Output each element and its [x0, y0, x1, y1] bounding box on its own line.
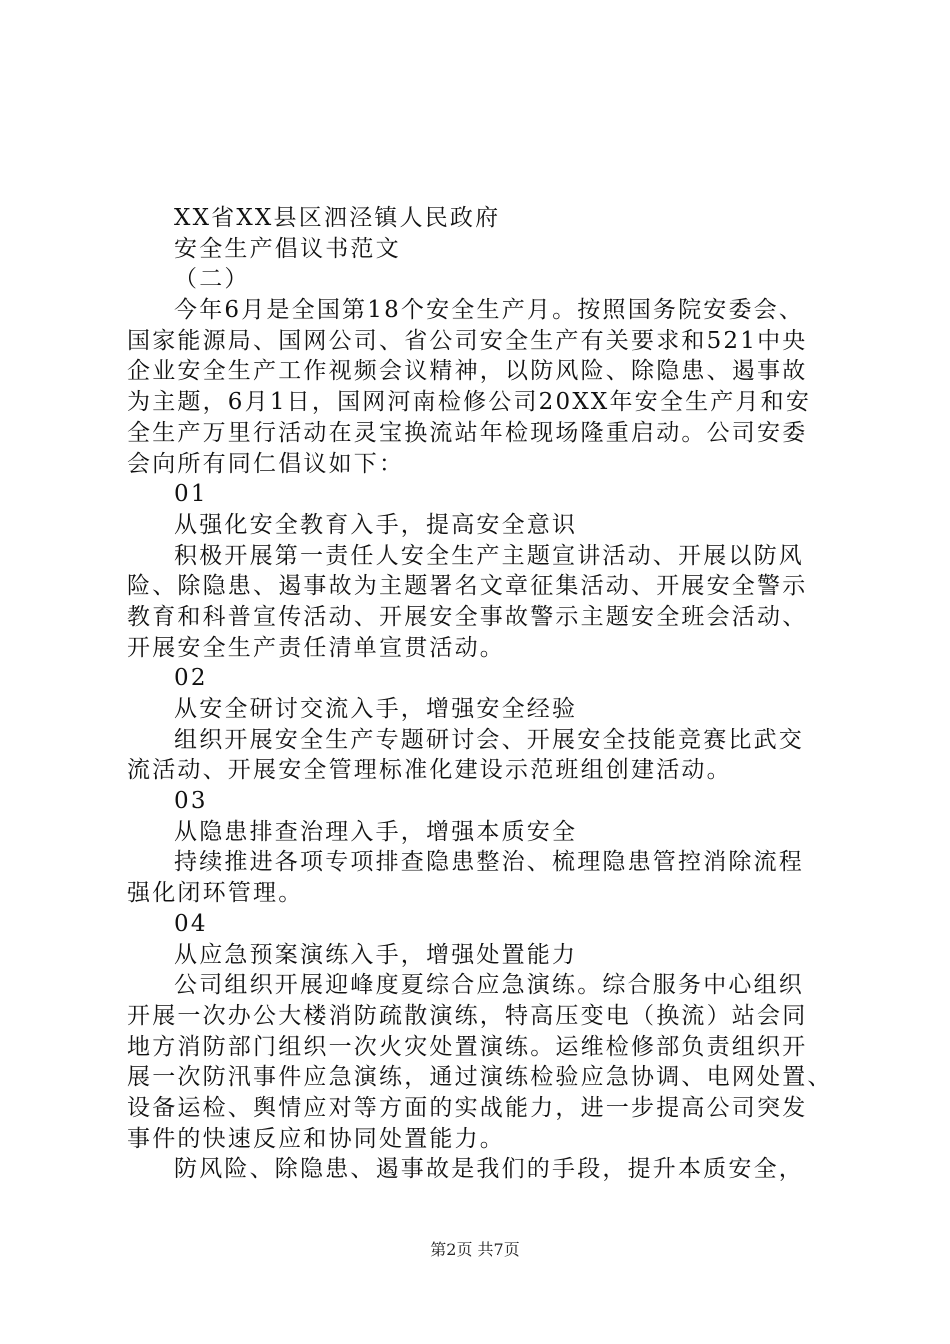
paragraph-line: 企业安全生产工作视频会议精神，以防风险、除隐患、遏事故 [127, 358, 808, 385]
paragraph-line: 地方消防部门组织一次火灾处置演练。运维检修部负责组织开 [127, 1033, 808, 1060]
document-title: 安全生产倡议书范文 [174, 235, 401, 262]
paragraph-line: 强化闭环管理。 [127, 880, 304, 907]
item-number: 01 [174, 481, 208, 508]
paragraph-line: 开展安全生产责任清单宣贯活动。 [127, 634, 505, 661]
paragraph-line: 设备运检、舆情应对等方面的实战能力，进一步提高公司突发 [127, 1094, 808, 1121]
section-marker: （二） [174, 266, 250, 293]
paragraph-line: 积极开展第一责任人安全生产主题宣讲活动、开展以防风 [174, 542, 804, 569]
paragraph-line: 组织开展安全生产专题研讨会、开展安全技能竞赛比武交 [174, 726, 804, 753]
org-name-line: XX省XX县区泗泾镇人民政府 [174, 205, 501, 231]
item-heading: 从应急预案演练入手，增强处置能力 [174, 941, 578, 968]
paragraph-line: 教育和科普宣传活动、开展安全事故警示主题安全班会活动、 [127, 603, 808, 630]
item-number: 03 [174, 788, 208, 815]
paragraph-line: 流活动、开展安全管理标准化建设示范班组创建活动。 [127, 757, 732, 784]
paragraph-line: 全生产万里行活动在灵宝换流站年检现场隆重启动。公司安委 [127, 419, 808, 446]
paragraph-line: 会向所有同仁倡议如下： [127, 450, 405, 477]
paragraph-line: 展一次防汛事件应急演练，通过演练检验应急协调、电网处置、 [127, 1064, 833, 1091]
item-heading: 从强化安全教育入手，提高安全意识 [174, 511, 578, 538]
item-number: 04 [174, 910, 208, 937]
item-number: 02 [174, 665, 208, 692]
paragraph-line: 防风险、除隐患、遏事故是我们的手段，提升本质安全， [174, 1156, 804, 1183]
paragraph-line: 持续推进各项专项排查隐患整治、梳理隐患管控消除流程 [174, 849, 804, 876]
paragraph-line: 公司组织开展迎峰度夏综合应急演练。综合服务中心组织 [174, 972, 804, 999]
document-body [127, 203, 833, 1185]
paragraph-line: 今年6月是全国第18个安全生产月。按照国务院安委会、 [174, 297, 805, 324]
paragraph-line: 国家能源局、国网公司、省公司安全生产有关要求和521中央 [127, 327, 808, 354]
paragraph-line: 为主题，6月1日，国网河南检修公司20XX年安全生产月和安 [127, 389, 812, 416]
item-heading: 从安全研讨交流入手，增强安全经验 [174, 696, 578, 722]
paragraph-line: 事件的快速反应和协同处置能力。 [127, 1125, 505, 1152]
item-heading: 从隐患排查治理入手，增强本质安全 [174, 818, 578, 845]
paragraph-line: 开展一次办公大楼消防疏散演练，特高压变电（换流）站会同 [127, 1002, 808, 1029]
paragraph-line: 险、除隐患、遏事故为主题署名文章征集活动、开展安全警示 [127, 573, 808, 600]
page-number-footer: 第2页 共7页 [430, 1240, 520, 1259]
